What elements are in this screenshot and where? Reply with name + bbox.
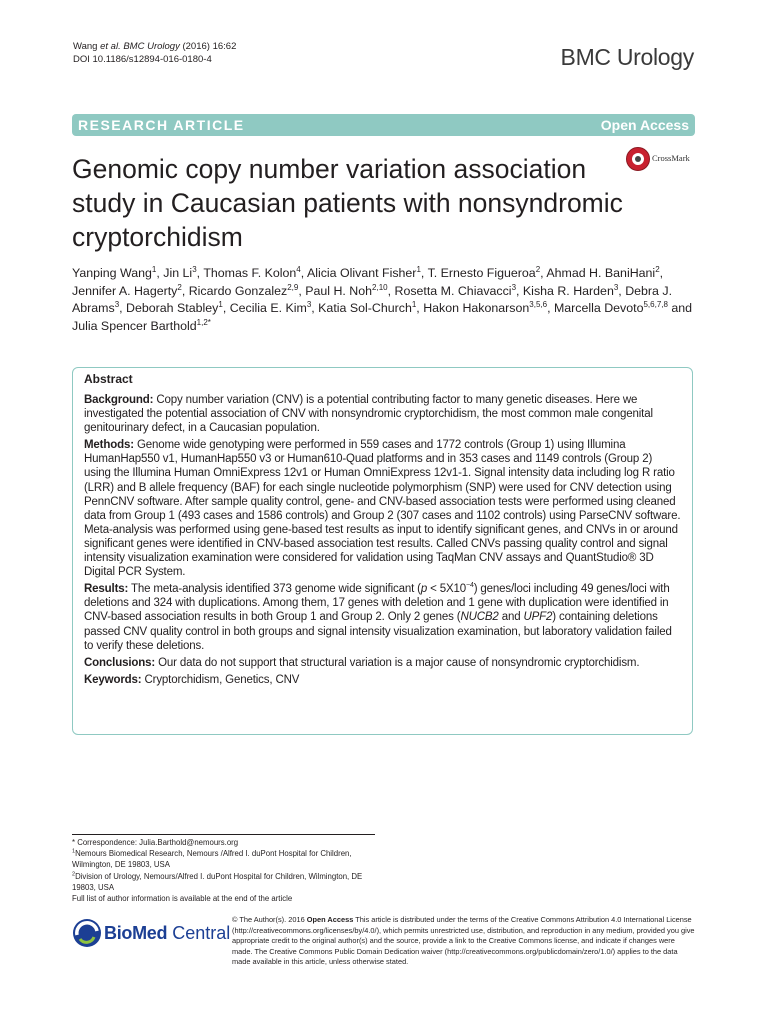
author-affiliation: 1	[151, 264, 157, 274]
author-name: Kisha R. Harden	[522, 283, 614, 298]
author-name: Cecilia E. Kim	[229, 301, 307, 315]
author-name: Paul H. Noh	[305, 283, 373, 298]
author-name: Debra J. Abrams	[72, 283, 673, 315]
article-type-label: RESEARCH ARTICLE	[78, 117, 245, 133]
author-entry	[230, 301, 312, 315]
citation-year: (2016) 16:62	[179, 41, 237, 52]
author-affiliation: 1	[416, 264, 421, 274]
footnotes	[72, 837, 372, 904]
author-name: Jin Li	[163, 266, 193, 280]
author-affiliation: 2	[177, 282, 182, 292]
author-entry	[163, 266, 196, 280]
abstract-conclusions: Conclusions: Our data do not support that structural variation is a major cause of nonsyndromic cryptorchidism.	[84, 656, 640, 669]
biomed-central-logo-icon	[72, 918, 102, 948]
author-affiliation: 3,5,6	[529, 299, 548, 309]
open-access-label: Open Access	[600, 117, 689, 133]
author-name: Thomas F. Kolon	[203, 266, 297, 280]
abstract-box	[72, 367, 693, 735]
article-title: Genomic copy number variation association study in Caucasian patients with nonsyndromic cryptorchidism	[72, 154, 623, 252]
author-entry	[307, 266, 421, 280]
author-affiliation: 2,10	[372, 282, 388, 292]
author-name: Deborah Stabley	[126, 301, 219, 315]
citation-authors: Wang	[73, 41, 101, 52]
author-entry	[428, 266, 541, 280]
author-entry	[523, 284, 618, 298]
author-affiliation: 2,9	[287, 282, 299, 292]
author-name: Hakon Hakonarson	[423, 301, 530, 315]
author-affiliation: 3	[306, 299, 312, 309]
author-name: Rosetta M. Chiavacci	[394, 283, 512, 298]
biomed-central-wordmark: BioMed Central	[104, 923, 231, 943]
author-affiliation: 4	[296, 264, 301, 274]
affiliation-1: $^1$Nemours Biomedical Research, Nemours /Alfred I. duPont Hospital for Children, Wilmington, DE 19803, USA	[72, 848, 352, 870]
footnote-divider	[72, 834, 375, 835]
author-entry	[72, 319, 211, 333]
affiliation-2: $^2$Division of Urology, Nemours/Alfred I. duPont Hospital for Children, Wilmington, DE 19803, USA	[72, 871, 363, 892]
author-name: Jennifer A. Hagerty	[72, 283, 178, 298]
correspondence-note: * Correspondence: Julia.Barthold@nemours.org	[72, 838, 239, 847]
author-affiliation: 3	[511, 282, 517, 292]
author-affiliation: 3	[192, 264, 197, 274]
author-name: T. Ernesto Figueroa	[427, 266, 536, 280]
author-affiliation: 1	[218, 299, 223, 309]
author-entry	[546, 266, 659, 280]
citation-journal: et al. BMC Urology	[100, 41, 180, 52]
author-entry	[72, 284, 182, 298]
author-affiliation: 1,2*	[196, 317, 211, 327]
author-affiliation: 3	[114, 299, 120, 309]
author-entry	[318, 301, 416, 315]
citation-block	[73, 40, 236, 66]
citation-line	[73, 40, 236, 53]
author-affiliation: 2	[655, 264, 660, 274]
author-name: Julia Spencer Barthold	[72, 318, 197, 333]
author-affiliation: 1	[411, 299, 417, 309]
author-entry	[203, 266, 300, 280]
abstract-heading: Abstract	[84, 372, 133, 386]
author-list: Yanping Wang$^1$, Jin Li$^3$, Thomas F. Kolon$^4$, Alicia Olivant Fisher$^1$, T. Ernesto Figueroa$^2$, Ahmad H. BaniHani$^2$, Jennifer A. Hagerty$^2$, Ricardo Gonzalez$^{2,9}$, Paul H. Noh$^{2,10}$, Rosetta M. Chiavacci$^3$, Kisha R. Harden$^3$, Debra J. Abrams$^3$, Deborah Stabley$^1$, Cecilia E. Kim$^3$, Katia Sol-Church$^1$, Hakon Hakonarson$^{3,5,6}$, Marcella Devoto$^{5,6,7,8}$ and Julia Spencer Barthold$^{1,2*}$	[72, 264, 693, 333]
article-type-banner	[72, 114, 695, 136]
author-affiliation: 3	[613, 282, 619, 292]
author-name: Yanping Wang	[72, 266, 152, 280]
author-entry	[189, 284, 299, 298]
author-affiliation: 2	[535, 264, 541, 274]
author-name: Ahmad H. BaniHani	[546, 266, 656, 280]
author-entry	[126, 301, 223, 315]
author-entry	[72, 266, 156, 280]
biomed-central-logo[interactable]	[72, 916, 231, 952]
author-entry	[423, 301, 547, 315]
license-statement: © The Author(s). 2016 Open Access This article is distributed under the terms of the Creative Commons Attribution 4.0 International License (http://creativecommons.org/licenses/by/4.0/), which permits unrestricted use, distribution, and reproduction in any medium, provided you give appropriate credit to the original author(s) and the source, provide a link to the Creative Commons license, and indicate if changes were made. The Creative Commons Public Domain Dedication waiver (http://creativecommons.org/publicdomain/zero/1.0/) applies to the data made available in this article, unless otherwise stated.	[232, 915, 695, 967]
abstract-keywords: Keywords: Cryptorchidism, Genetics, CNV	[84, 673, 300, 686]
author-name: Ricardo Gonzalez	[188, 283, 288, 298]
author-name: Alicia Olivant Fisher	[306, 266, 417, 280]
author-affiliation: 5,6,7,8	[643, 299, 668, 309]
author-entry	[554, 301, 668, 315]
abstract-background: Background: Copy number variation (CNV) is a potential contributing factor to many genetic diseases. Here we investigated the potential association of CNV with nonsyndromic cryptorchidism, the most common male congenital genitourinary defect, in a Caucasian population.	[84, 394, 653, 435]
journal-name: BMC Urology	[560, 44, 694, 70]
author-name: Katia Sol-Church	[318, 301, 412, 315]
abstract-results: Results: The meta-analysis identified 373 genome wide significant $(p < 5X10^{-4})$ genes/loci including 49 genes/loci with deletions and 324 with duplications. Among them, 17 genes with deletion and 1 gene with duplication were identified in CNV-based association results in both Group 1 and Group 2. Only 2 genes (NUCB2 and UPF2) containing deletions passed CNV quality control in both groups and signal intensity visualization examination, but laboratory validation failed to verify these deletions.	[84, 582, 672, 652]
more-affiliations-note: Full list of author information is available at the end of the article	[72, 894, 293, 904]
author-entry	[305, 284, 387, 298]
crossmark-label: CrossMark	[652, 153, 690, 163]
doi-text: DOI 10.1186/s12894-016-0180-4	[73, 54, 212, 65]
author-name: Marcella Devoto	[553, 301, 644, 315]
abstract-methods: Methods: Genome wide genotyping were performed in 559 cases and 1772 controls (Group 1) using Illumina HumanHap550 v1, HumanHap550 v3 or Human610-Quad platforms and in 353 cases and 1149 controls (Group 2) using the Illumina Human OmniExpress 12v1 or Human OmniExpress 12v1-1. Signal intensity data including log R ratio (LRR) and B allele frequency (BAF) for each single nucleotide polymorphism (SNP) were used for CNV detection using PennCNV software. After sample quality control, gene- and CNV-based association tests were performed using cleaned data from Group 1 (493 cases and 1586 controls) and Group 2 (307 cases and 1102 controls) using ParseCNV software. Meta-analysis was performed using gene-based test results as input to identify significant genes, and CNVs in or around significant genes were identified in CNV-based association test results. Called CNVs passing quality control and signal intensity visualization examination were considered for validation using TaqMan CNV assays and QuantStudio® 3D Digital PCR System.	[84, 439, 681, 579]
crossmark-badge[interactable]	[626, 147, 696, 171]
author-entry	[395, 284, 517, 298]
